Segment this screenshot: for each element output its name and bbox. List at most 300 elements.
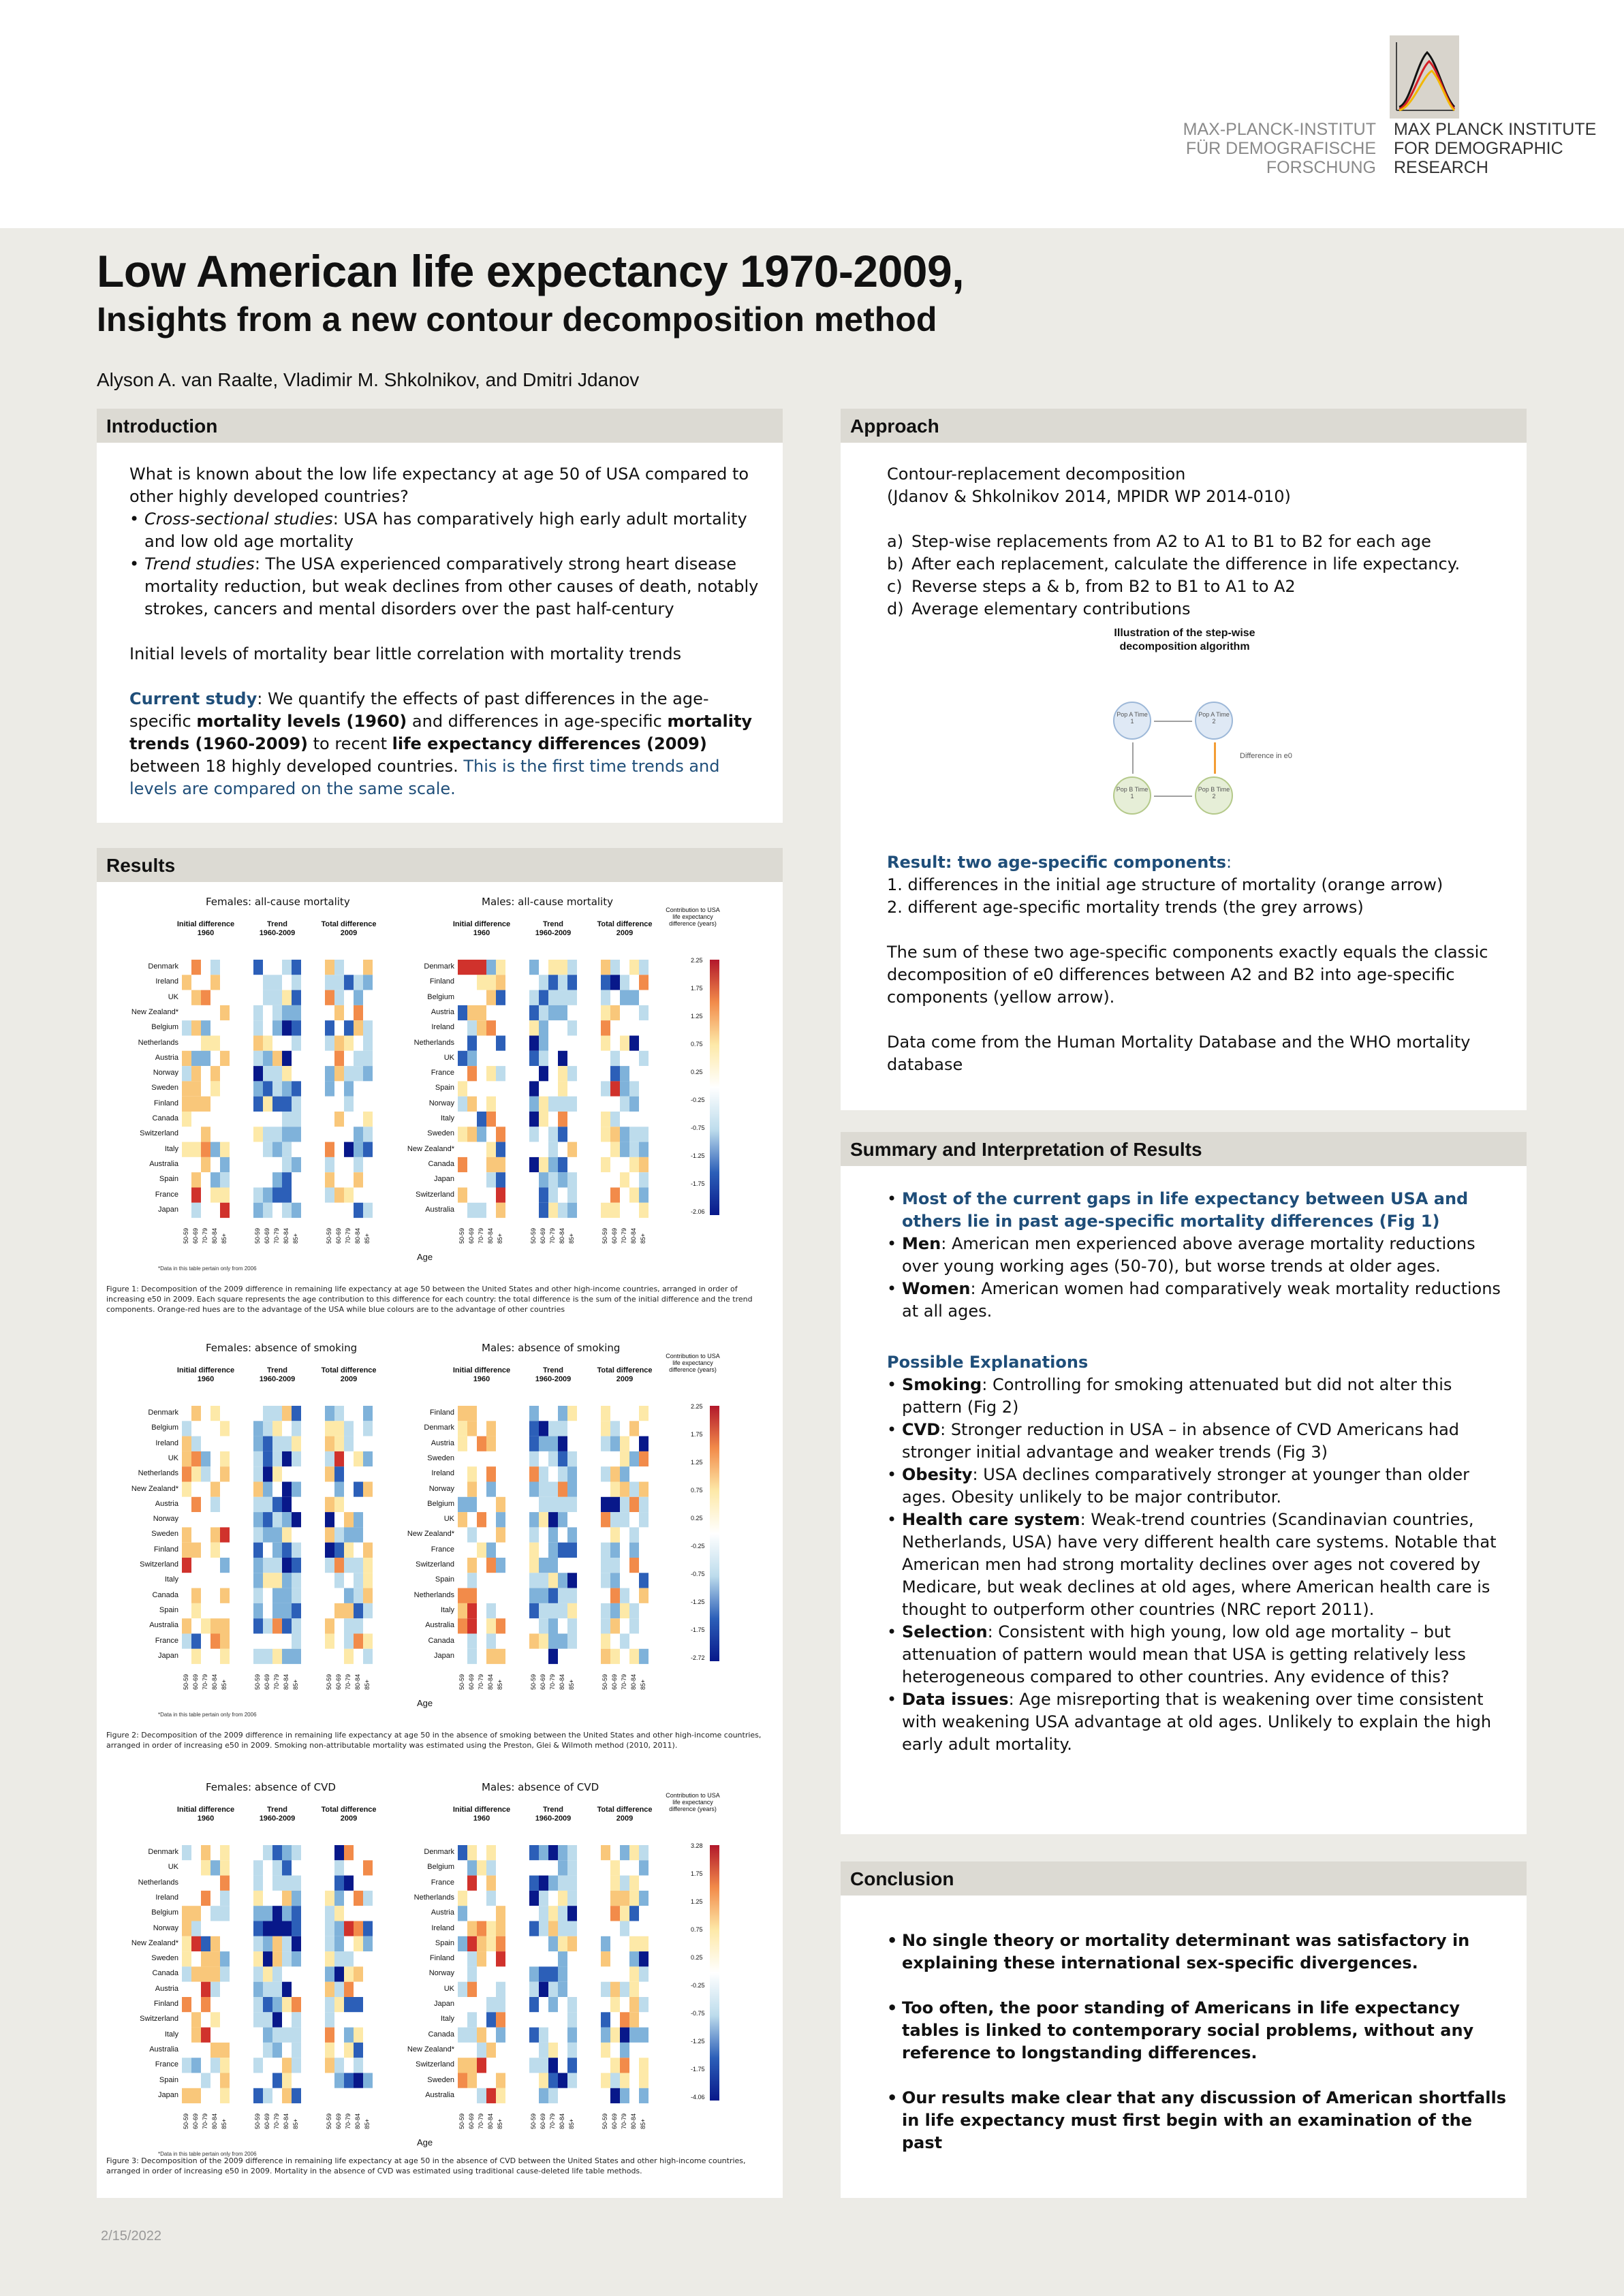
heatmap-cell — [496, 1860, 505, 1875]
heatmap-cell — [344, 1860, 354, 1875]
heatmap-cell — [325, 1142, 334, 1157]
heatmap-cell — [639, 1860, 649, 1875]
heatmap-cell — [201, 1188, 210, 1203]
heatmap-cell — [610, 1573, 620, 1588]
heatmap-cell — [539, 975, 548, 990]
heatmap-cell — [334, 1527, 344, 1542]
heatmap-cell — [201, 990, 210, 1005]
heatmap-cell — [458, 1982, 467, 1997]
heatmap-cell — [363, 1906, 373, 1921]
country-label: Japan — [158, 2090, 178, 2099]
heatmap-cell — [344, 1097, 354, 1112]
heatmap-cell — [220, 1157, 230, 1172]
heatmap-cell — [610, 1588, 620, 1603]
heatmap-cell — [620, 1466, 629, 1481]
heatmap-cell — [601, 1142, 610, 1157]
country-label: Canada — [152, 1590, 178, 1599]
heatmap-cell — [610, 1558, 620, 1573]
heatmap-cell — [272, 1558, 282, 1573]
heatmap-cell — [486, 1020, 496, 1035]
heatmap-cell — [325, 960, 334, 975]
heatmap-cell — [191, 1876, 201, 1891]
heatmap-cell — [610, 1451, 620, 1466]
heatmap-cell — [486, 1543, 496, 1558]
heatmap-cell — [496, 1066, 505, 1081]
heatmap-cell — [201, 1951, 210, 1966]
country-label: Netherlands — [138, 1469, 178, 1478]
heatmap-cell — [220, 1188, 230, 1203]
heatmap-cell — [629, 1406, 639, 1421]
heatmap-cell — [210, 990, 220, 1005]
age-group-label: 60-69 — [192, 1674, 199, 1690]
heatmap-cell — [363, 1982, 373, 1997]
heatmap-cell — [629, 1527, 639, 1542]
heatmap-cell — [639, 990, 649, 1005]
heatmap-cell — [529, 2028, 539, 2043]
heatmap-cell — [601, 1634, 610, 1649]
heatmap-cell — [548, 1603, 558, 1618]
heatmap-cell — [629, 1543, 639, 1558]
heatmap-cell — [610, 975, 620, 990]
heatmap-cell — [210, 1020, 220, 1035]
heatmap-cell — [486, 1066, 496, 1081]
heatmap-cell — [272, 1203, 282, 1218]
heatmap-cell — [220, 975, 230, 990]
heatmap-cell — [210, 1936, 220, 1951]
age-group-label: 50-59 — [602, 1674, 608, 1690]
heatmap-cell — [201, 1066, 210, 1081]
heatmap-cell — [272, 1936, 282, 1951]
heatmap — [458, 1845, 683, 2105]
heatmap-cell — [558, 1558, 567, 1573]
country-label: Austria — [431, 1438, 454, 1447]
summary-bullet-text: : American men experienced above average mortality reductions over young working ages (50-70), but worse trends at older ages. — [902, 1234, 1475, 1276]
heatmap-cell — [458, 1588, 467, 1603]
heatmap-cell — [334, 1157, 344, 1172]
heatmap-cell — [354, 1172, 363, 1187]
heatmap-cell — [201, 1891, 210, 1906]
country-label: Denmark — [148, 1409, 178, 1417]
heatmap-cell — [610, 1081, 620, 1096]
heatmap-cell — [477, 1982, 486, 1997]
heatmap-cell — [253, 1860, 263, 1875]
country-label: Norway — [428, 1099, 454, 1107]
figure-panel-title: Females: absence of CVD — [206, 1781, 336, 1793]
heatmap-cell — [467, 1406, 477, 1421]
age-group-label: 70-79 — [202, 2113, 208, 2130]
heatmap-cell — [496, 2012, 505, 2027]
heatmap-cell — [539, 1127, 548, 1142]
heatmap-cell — [477, 1618, 486, 1633]
heatmap-cell — [363, 2088, 373, 2103]
heatmap-cell — [354, 1573, 363, 1588]
heatmap-cell — [548, 2073, 558, 2088]
age-group-label: 60-69 — [264, 1228, 270, 1244]
heatmap-cell — [539, 1188, 548, 1203]
heatmap-cell — [363, 1876, 373, 1891]
heatmap-cell — [325, 1188, 334, 1203]
heatmap-cell — [567, 1097, 577, 1112]
heatmap-cell — [354, 2043, 363, 2058]
country-label: Ireland — [431, 1469, 454, 1478]
heatmap-cell — [458, 2012, 467, 2027]
heatmap-cell — [548, 2043, 558, 2058]
age-group-label: 80-84 — [211, 2113, 218, 2130]
age-group-label: 70-79 — [621, 1228, 627, 1244]
heatmap-cell — [182, 1997, 191, 2012]
heatmap-cell — [558, 1203, 567, 1218]
heatmap-cell — [292, 960, 301, 975]
heatmap-cell — [263, 1860, 272, 1875]
heatmap-cell — [548, 1203, 558, 1218]
heatmap-cell — [477, 1203, 486, 1218]
heatmap-cell — [639, 1051, 649, 1066]
heatmap-cell — [558, 1081, 567, 1096]
explanation-item — [887, 1374, 1514, 1419]
heatmap-cell — [263, 2028, 272, 2043]
heatmap-cell — [292, 1188, 301, 1203]
heatmap-cell — [325, 1421, 334, 1436]
heatmap-cell — [344, 1482, 354, 1497]
heatmap-cell — [639, 1203, 649, 1218]
heatmap-cell — [282, 1436, 292, 1451]
heatmap-cell — [220, 1982, 230, 1997]
heatmap-cell — [344, 1406, 354, 1421]
heatmap-cell — [282, 1203, 292, 1218]
heatmap-cell — [272, 2073, 282, 2088]
heatmap-cell — [344, 1436, 354, 1451]
heatmap-cell — [292, 1451, 301, 1466]
heatmap-cell — [354, 1649, 363, 1664]
heatmap-cell — [477, 1188, 486, 1203]
heatmap-cell — [558, 2073, 567, 2088]
heatmap-cell — [344, 1527, 354, 1542]
explanation-text: : Age misreporting that is weakening over time consistent with weakening USA advantage at old ages. Unlikely to explain the high early adult mortality. — [902, 1690, 1492, 1754]
heatmap-cell — [253, 1188, 263, 1203]
heatmap-cell — [220, 990, 230, 1005]
age-group-label: 70-79 — [273, 1228, 280, 1244]
heatmap-cell — [601, 1845, 610, 1860]
heatmap-cell — [477, 1891, 486, 1906]
current-study-bold: life expectancy differences (2009) — [392, 734, 707, 753]
heatmap-cell — [467, 1966, 477, 1981]
heatmap-cell — [282, 990, 292, 1005]
approach-line1: Contour-replacement decomposition — [887, 465, 1186, 484]
heatmap-cell — [458, 1127, 467, 1142]
heatmap-cell — [182, 1951, 191, 1966]
heatmap-cell — [558, 1603, 567, 1618]
heatmap-cell — [363, 1157, 373, 1172]
heatmap-cell — [325, 1876, 334, 1891]
diagram-node: Pop B Time 2 — [1195, 776, 1233, 815]
heatmap-cell — [201, 2058, 210, 2073]
heatmap-cell — [253, 1618, 263, 1633]
heatmap-cell — [210, 1188, 220, 1203]
heatmap-cell — [486, 975, 496, 990]
heatmap-cell — [334, 1588, 344, 1603]
heatmap-cell — [539, 1906, 548, 1921]
heatmap-cell — [496, 1558, 505, 1573]
heatmap-cell — [263, 1451, 272, 1466]
country-label: Switzerland — [416, 1560, 454, 1569]
heatmap-cell — [253, 975, 263, 990]
heatmap-cell — [477, 1020, 486, 1035]
heatmap-cell — [458, 1020, 467, 1035]
heatmap-cell — [601, 2043, 610, 2058]
heatmap-cell — [182, 1649, 191, 1664]
heatmap-cell — [486, 960, 496, 975]
age-group-label: 60-69 — [192, 1228, 199, 1244]
age-group-label: 70-79 — [549, 2113, 556, 2130]
heatmap-cell — [639, 1876, 649, 1891]
heatmap-cell — [263, 1966, 272, 1981]
heatmap-cell — [282, 1512, 292, 1527]
heatmap-cell — [610, 1051, 620, 1066]
heatmap-cell — [363, 2012, 373, 2027]
heatmap-cell — [548, 1112, 558, 1127]
heatmap-cell — [191, 1891, 201, 1906]
heatmap-cell — [334, 1921, 344, 1936]
heatmap-cell — [539, 1466, 548, 1481]
heatmap-cell — [601, 1203, 610, 1218]
heatmap-cell — [639, 1966, 649, 1981]
heatmap-cell — [325, 1906, 334, 1921]
intro-bullet — [129, 508, 763, 553]
heatmap-cell — [620, 1066, 629, 1081]
heatmap-cell — [253, 1127, 263, 1142]
heatmap-cell — [620, 1634, 629, 1649]
heatmap-cell — [191, 1157, 201, 1172]
legend-tick: -1.25 — [691, 1599, 705, 1605]
heatmap-cell — [334, 1906, 344, 1921]
heatmap-cell — [182, 1081, 191, 1096]
country-label: Italy — [164, 2030, 178, 2039]
heatmap-cell — [629, 2058, 639, 2073]
summary-bullet-text: : American women had comparatively weak mortality reductions at all ages. — [902, 1279, 1501, 1321]
heatmap-cell — [601, 1451, 610, 1466]
heatmap-cell — [629, 1203, 639, 1218]
heatmap-cell — [292, 2012, 301, 2027]
heatmap-cell — [496, 2043, 505, 2058]
conclusion-item: • Too often, the poor standing of Americans in life expectancy tables is linked to contemporary social problems, without any reference to longstanding differences. — [887, 1997, 1514, 2064]
age-group-label: 60-69 — [611, 1228, 618, 1244]
heatmap-cell — [567, 2058, 577, 2073]
heatmap-cell — [292, 1921, 301, 1936]
heatmap-cell — [344, 2058, 354, 2073]
heatmap-cell — [272, 1921, 282, 1936]
heatmap-cell — [292, 1588, 301, 1603]
heatmap-cell — [282, 1921, 292, 1936]
heatmap-cell — [272, 1573, 282, 1588]
intro-bullet-text: : USA has comparatively high early adult mortality and low old age mortality — [144, 509, 747, 551]
heatmap-cell — [539, 960, 548, 975]
heatmap-cell — [292, 1172, 301, 1187]
heatmap-cell — [610, 1512, 620, 1527]
color-scale-bar — [710, 960, 719, 1215]
heatmap-cell — [496, 1436, 505, 1451]
heatmap-cell — [639, 1172, 649, 1187]
conclusion-panel — [841, 1861, 1527, 2198]
heatmap-cell — [458, 1005, 467, 1020]
heatmap-cell — [477, 2028, 486, 2043]
heatmap-cell — [610, 2073, 620, 2088]
intro-question: What is known about the low life expectancy at age 50 of USA compared to other highly developed countries? — [129, 465, 749, 506]
heatmap-cell — [334, 1421, 344, 1436]
country-label: Australia — [149, 1159, 178, 1168]
institute-de-line: FORSCHUNG — [1266, 158, 1376, 177]
heatmap-cell — [272, 1097, 282, 1112]
heatmap-cell — [272, 1482, 282, 1497]
heatmap-cell — [477, 960, 486, 975]
heatmap-cell — [477, 1921, 486, 1936]
result-item: 1. differences in the initial age structure of mortality (orange arrow) — [887, 875, 1443, 894]
heatmap-cell — [558, 1921, 567, 1936]
heatmap-cell — [529, 1618, 539, 1633]
heatmap-cell — [548, 1634, 558, 1649]
institute-de-line: MAX-PLANCK-INSTITUT — [1183, 120, 1376, 139]
heatmap-cell — [292, 1527, 301, 1542]
heatmap-cell — [272, 1081, 282, 1096]
heatmap-cell — [601, 1421, 610, 1436]
heatmap-cell — [263, 1634, 272, 1649]
heatmap-cell — [182, 1421, 191, 1436]
country-label: Italy — [164, 1144, 178, 1153]
heatmap-cell — [529, 1421, 539, 1436]
heatmap-cell — [334, 1466, 344, 1481]
heatmap-cell — [458, 1081, 467, 1096]
age-group-label: 60-69 — [540, 1674, 546, 1690]
heatmap-cell — [539, 2058, 548, 2073]
legend-tick: -1.75 — [691, 1626, 705, 1633]
heatmap-cell — [272, 2058, 282, 2073]
country-label: UK — [443, 1053, 454, 1062]
heatmap-cell — [567, 1982, 577, 1997]
heatmap-cell — [282, 2012, 292, 2027]
age-group-label: 70-79 — [478, 2113, 484, 2130]
column-heading: Total difference 2009 — [321, 1806, 377, 1823]
heatmap-cell — [182, 1543, 191, 1558]
heatmap-cell — [529, 1512, 539, 1527]
heatmap-cell — [292, 1051, 301, 1066]
heatmap-cell — [620, 1906, 629, 1921]
heatmap-cell — [272, 2028, 282, 2043]
heatmap-cell — [220, 1066, 230, 1081]
heatmap-cell — [292, 1157, 301, 1172]
heatmap-cell — [467, 1618, 477, 1633]
country-label: Norway — [428, 1484, 454, 1493]
heatmap-cell — [325, 1466, 334, 1481]
heatmap-cell — [620, 1649, 629, 1664]
heatmap-cell — [182, 1634, 191, 1649]
heatmap-cell — [182, 1203, 191, 1218]
country-label: New Zealand* — [131, 1007, 178, 1016]
heatmap-cell — [210, 1876, 220, 1891]
heatmap-cell — [539, 1421, 548, 1436]
heatmap-cell — [477, 1005, 486, 1020]
heatmap-cell — [325, 1451, 334, 1466]
heatmap-cell — [620, 2088, 629, 2103]
heatmap-cell — [334, 1436, 344, 1451]
heatmap-cell — [201, 1921, 210, 1936]
heatmap-cell — [344, 1649, 354, 1664]
heatmap-cell — [334, 1634, 344, 1649]
heatmap-cell — [601, 1921, 610, 1936]
country-label: Switzerland — [416, 2060, 454, 2069]
figure-panel-title: Females: absence of smoking — [206, 1342, 358, 1354]
heatmap-cell — [354, 2073, 363, 2088]
figure-caption: Figure 2: Decomposition of the 2009 difference in remaining life expectancy at age 50 in the absence of smoking between the United States and other high-income countries, arranged in order of increasing e50 in 2009. Smoking non-attributable mortality was estimated using the Preston, Glei & Wilmoth method (2010, 2011). — [106, 1731, 762, 1750]
heatmap-cell — [292, 990, 301, 1005]
heatmap-cell — [548, 1860, 558, 1875]
country-label: Finland — [429, 977, 454, 986]
heatmap-cell — [182, 1558, 191, 1573]
heatmap-cell — [610, 1497, 620, 1512]
heatmap-cell — [201, 1406, 210, 1421]
age-group-label: 50-59 — [254, 1228, 261, 1244]
heatmap-cell — [477, 2073, 486, 2088]
heatmap-cell — [539, 2088, 548, 2103]
heatmap-cell — [629, 2088, 639, 2103]
heatmap-cell — [344, 1845, 354, 1860]
heatmap-cell — [182, 1891, 191, 1906]
country-label: Japan — [158, 1651, 178, 1660]
heatmap-cell — [639, 1573, 649, 1588]
age-group-label: 80-84 — [354, 2113, 361, 2130]
heatmap-cell — [292, 2043, 301, 2058]
heatmap-cell — [486, 1482, 496, 1497]
heatmap-cell — [182, 1066, 191, 1081]
heatmap-cell — [344, 1066, 354, 1081]
heatmap-cell — [210, 1845, 220, 1860]
heatmap-cell — [558, 1573, 567, 1588]
heatmap-cell — [601, 1036, 610, 1051]
heatmap-cell — [567, 1876, 577, 1891]
heatmap-cell — [548, 1936, 558, 1951]
age-group-label: 50-59 — [254, 2113, 261, 2130]
heatmap-cell — [201, 1127, 210, 1142]
heatmap-cell — [496, 1845, 505, 1860]
heatmap-cell — [548, 1497, 558, 1512]
heatmap-cell — [486, 2028, 496, 2043]
heatmap-cell — [629, 975, 639, 990]
heatmap-cell — [539, 1527, 548, 1542]
heatmap-cell — [354, 1997, 363, 2012]
heatmap-cell — [363, 1066, 373, 1081]
heatmap-cell — [282, 1036, 292, 1051]
heatmap-cell — [210, 2028, 220, 2043]
heatmap-cell — [354, 1618, 363, 1633]
column-heading: Total difference 2009 — [597, 920, 653, 937]
heatmap-cell — [639, 960, 649, 975]
age-group-label: 80-84 — [630, 1228, 637, 1244]
age-group-label: 50-59 — [458, 1674, 465, 1690]
legend-tick: -0.25 — [691, 1543, 705, 1550]
heatmap-cell — [182, 1005, 191, 1020]
heatmap-cell — [496, 1603, 505, 1618]
age-group-label: 80-84 — [487, 2113, 494, 2130]
heatmap-cell — [344, 1951, 354, 1966]
country-label: Australia — [425, 1621, 454, 1630]
current-study-bold: mortality levels (1960) — [196, 712, 407, 731]
heatmap-cell — [486, 1097, 496, 1112]
heatmap-cell — [601, 1051, 610, 1066]
heatmap-cell — [344, 2088, 354, 2103]
heatmap-cell — [620, 1020, 629, 1035]
heatmap-cell — [253, 2058, 263, 2073]
heatmap-cell — [354, 1127, 363, 1142]
heatmap-cell — [263, 1845, 272, 1860]
legend-title: Contribution to USA life expectancy difference (years) — [666, 1353, 720, 1373]
